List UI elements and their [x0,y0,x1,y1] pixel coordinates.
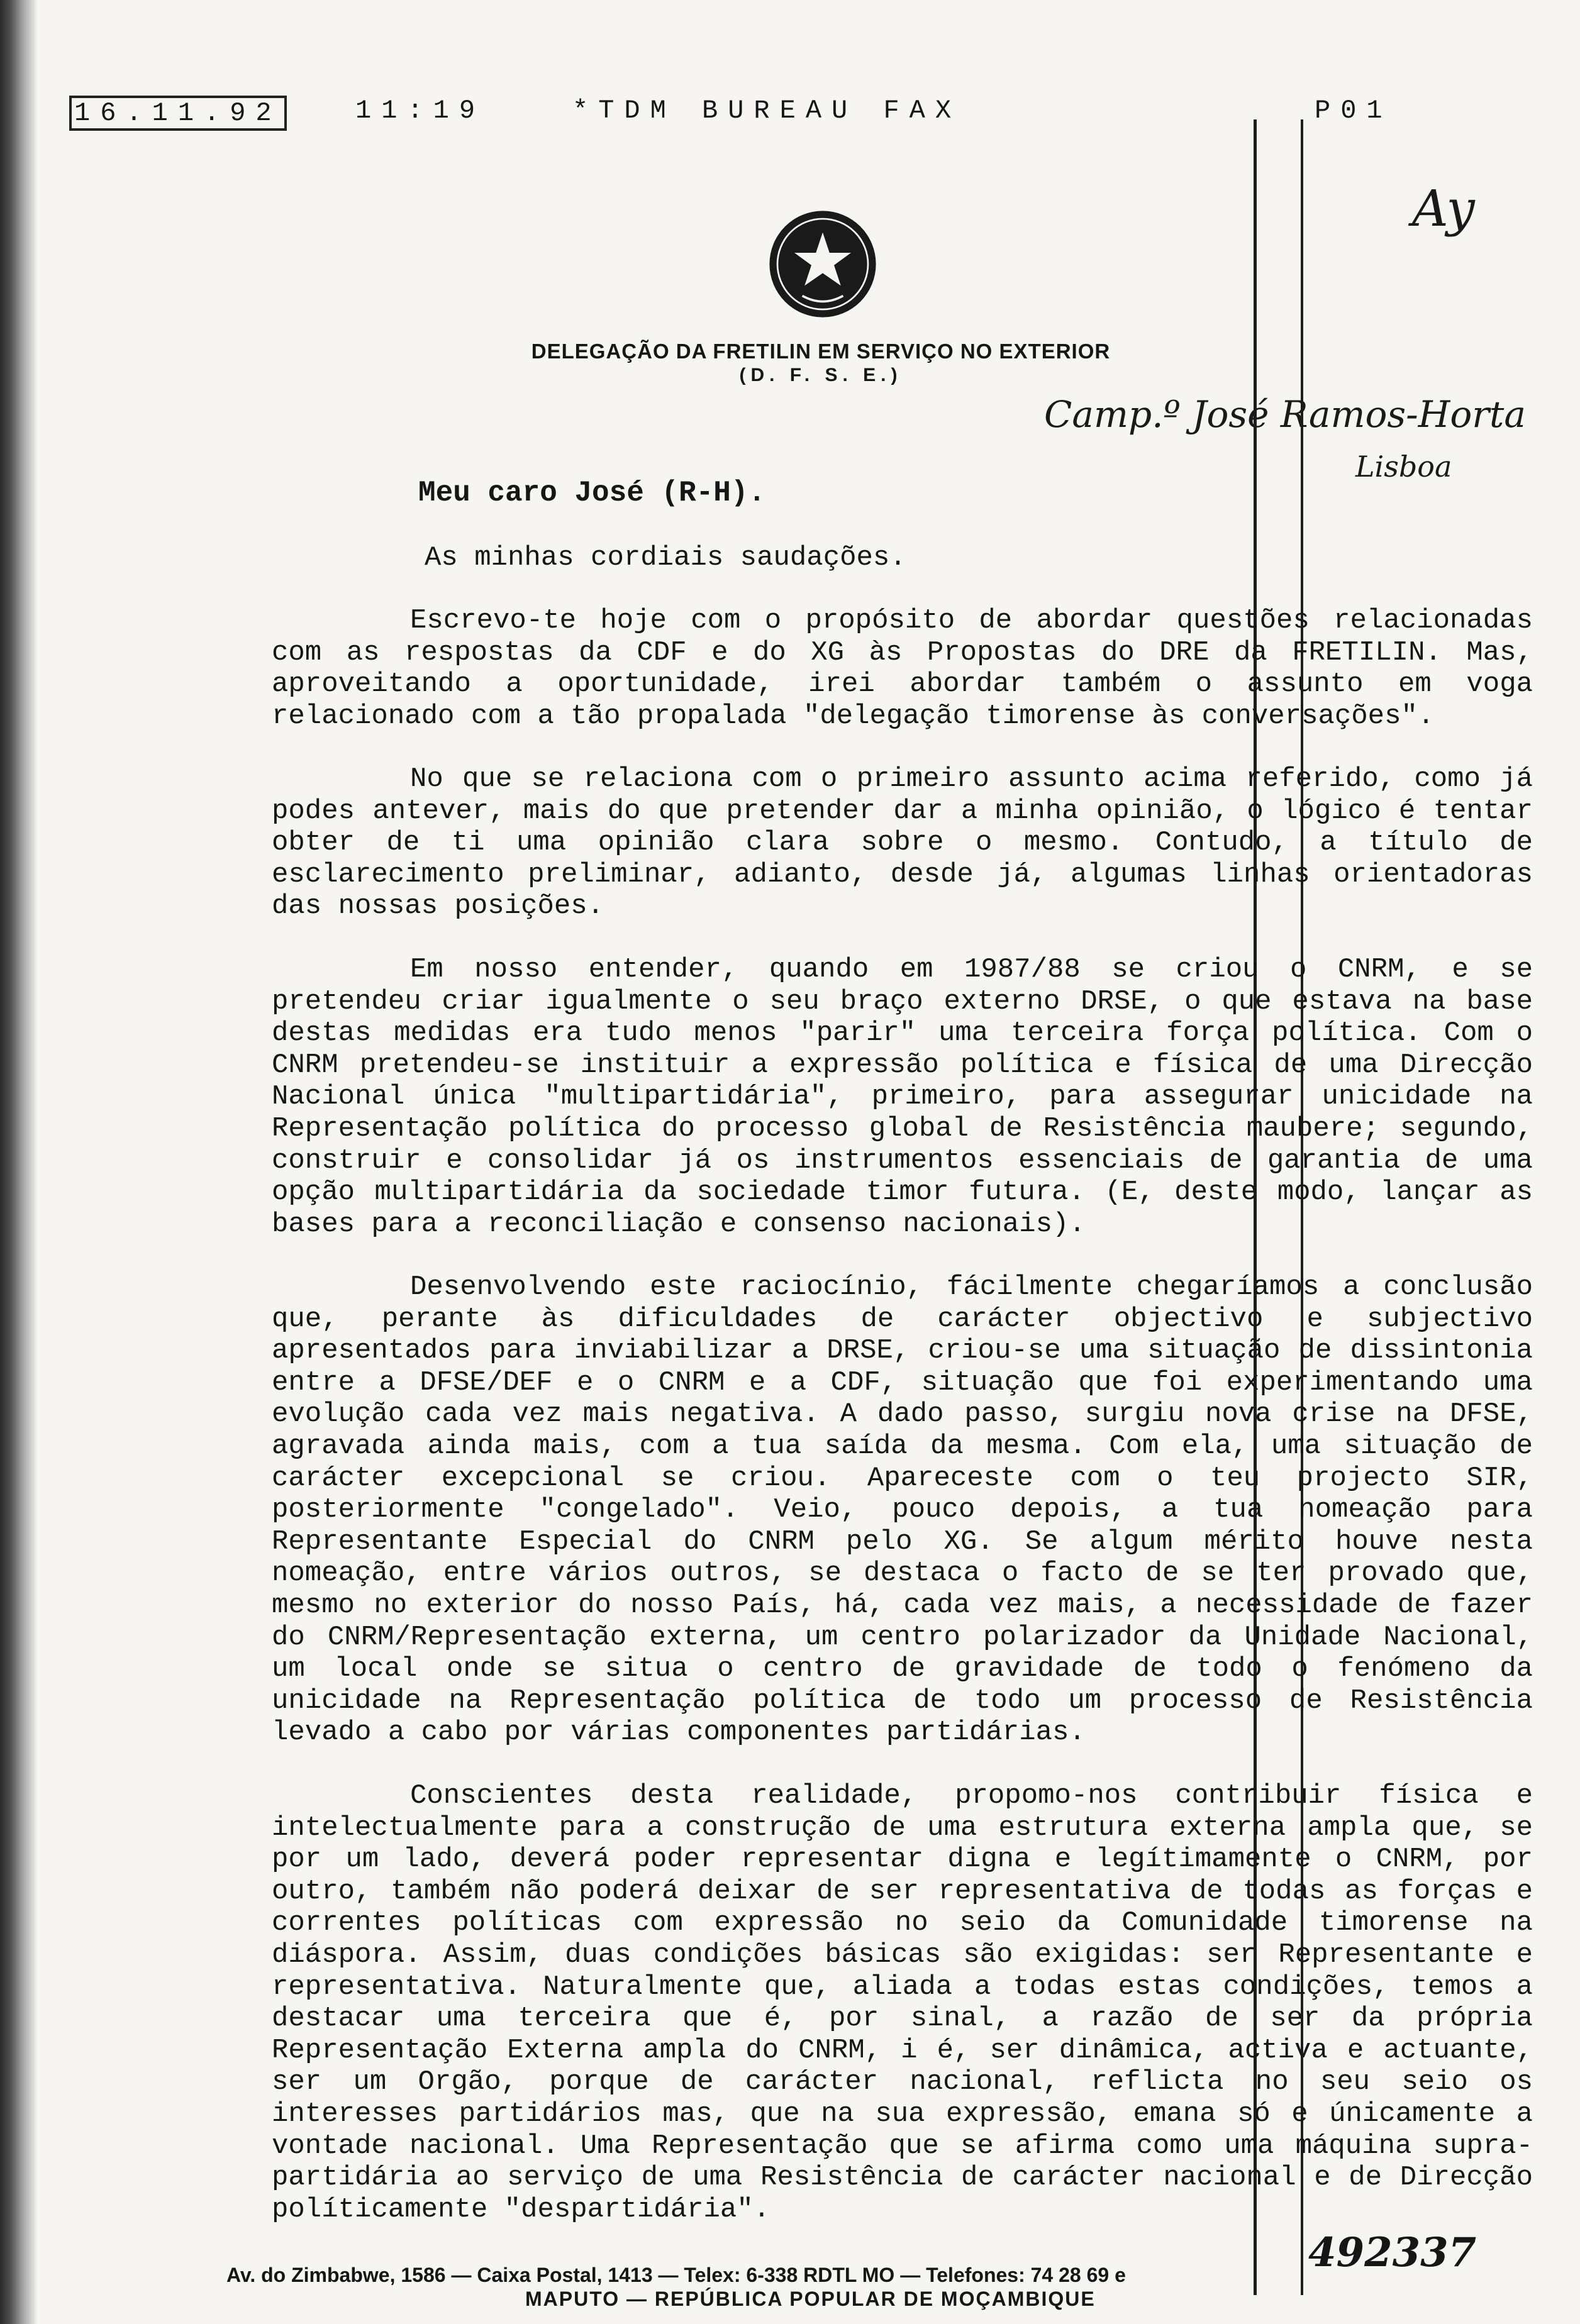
letter-paragraph-2: No que se relaciona com o primeiro assunto acima referido, como já podes antever, mais do que pretender dar a minha opinião, o lógico é tentar obter de ti uma opinião clara sobre o mesmo. Contudo, a título de esclarecimento preliminar, adianto, desde já, algumas linhas orientadoras das nossas posições. [272,763,1533,922]
handwritten-city: Lisboa [1355,450,1452,484]
handwritten-initials: Ay [1412,179,1475,238]
letter-paragraph-1: Escrevo-te hoje com o propósito de abordar questões relacionadas com as respostas da CDF e do XG às Propostas do DRE da FRETILIN. Mas, aproveitando a oportunidade, irei abordar também o assunto em voga relacionado com a tão propalada "delegação timorense às conversações". [272,605,1533,732]
fax-sender: *TDM BUREAU FAX [572,96,962,126]
fax-time: 11:19 [355,96,486,126]
letter-paragraph-3: Em nosso entender, quando em 1987/88 se criou o CNRM, e se pretendeu criar igualmente o seu braço externo DRSE, o que estava na base destas medidas era tudo menos "parir" uma terceira força política. Com o CNRM pretendeu-se instituir a expressão política e física de uma Direcção Nacional única "multipartidária", primeiro, para assegurar unicidade na Representação política do processo global de Resistência maubere; segundo, construir e consolidar já os instrumentos essenciais de garantia de uma opção multipartidária da sociedade timor futura. (E, deste modo, lançar as bases para a reconciliação e consenso nacionais). [272,954,1533,1240]
handwritten-addressee: Camp.º José Ramos-Horta [1044,393,1526,436]
letter-paragraph-4: Desenvolvendo este raciocínio, fácilmente chegaríamos a conclusão que, perante às dificuldades de carácter objectivo e subjectivo apresentados para inviabilizar a DRSE, criou-se uma situação de dissintonia entre a DFSE/DEF e o CNRM e a CDF, situação que foi experimentando uma evolução cada vez mais negativa. A dado passo, surgiu nova crise na DFSE, agravada ainda mais, com a tua saída da mesma. Com ela, uma situação de carácter excepcional se criou. Apareceste com o teu projecto SIR, posteriormente "congelado". Veio, pouco depois, a tua nomeação para Representante Especial do CNRM pelo XG. Se algum mérito houve nesta nomeação, entre vários outros, se destaca o facto de se ter provado que, mesmo no exterior do nosso País, há, cada vez mais, a necessidade de fazer do CNRM/Representação externa, um centro polarizador da Unidade Nacional, um local onde se situa o centro de gravidade de todo o fenómeno da unicidade na Representação política de todo um processo de Resistência levado a cabo por várias componentes partidárias. [272,1271,1533,1749]
footer-country: MAPUTO — REPÚBLICA POPULAR DE MOÇAMBIQUE [525,2288,1096,2310]
letter-paragraph-5: Conscientes desta realidade, propomo-nos contribuir física e intelectualmente para a construção de uma estrutura externa ampla que, se por um lado, deverá poder representar digna e legítimamente o CNRM, por outro, também não poderá deixar de ser representativa de todas as forças e correntes políticas com expressão no seio da Comunidade timorense na diáspora. Assim, duas condições básicas são exigidas: ser Representante e representativa. Naturalmente que, aliada a todas estas condições, temos a destacar uma terceira que é, por sinal, a razão de ser da própria Representação Externa ampla do CNRM, i é, ser dinâmica, activa e actuante, ser um Orgão, porque de carácter nacional, reflicta no seu seio os interesses partidários mas, que na sua expressão, emana só e únicamente a vontade nacional. Uma Representação que se afirma como uma máquina supra-partidária ao serviço de uma Resistência de carácter nacional e de Direcção políticamente "despartidária". [272,1780,1533,2225]
fax-date: 16.11.92 [69,96,287,131]
fax-transmission-header [69,96,1516,140]
footer-address: Av. do Zimbabwe, 1586 — Caixa Postal, 1413 — Telex: 6-338 RDTL MO — Telefones: 74 28 69 e [226,2264,1126,2286]
scan-edge-shadow [0,0,38,2324]
org-name: DELEGAÇÃO DA FRETILIN EM SERVIÇO NO EXTERIOR [531,340,1111,363]
fax-page-number: P01 [1315,96,1393,126]
handwritten-doc-ref: 492337 [1308,2229,1477,2276]
fretilin-emblem-icon [766,208,879,321]
org-abbreviation: (D. F. S. E.) [739,365,903,385]
letter-salutation: Meu caro José (R-H). [418,477,766,509]
letter-greeting: As minhas cordiais saudações. [425,542,906,573]
